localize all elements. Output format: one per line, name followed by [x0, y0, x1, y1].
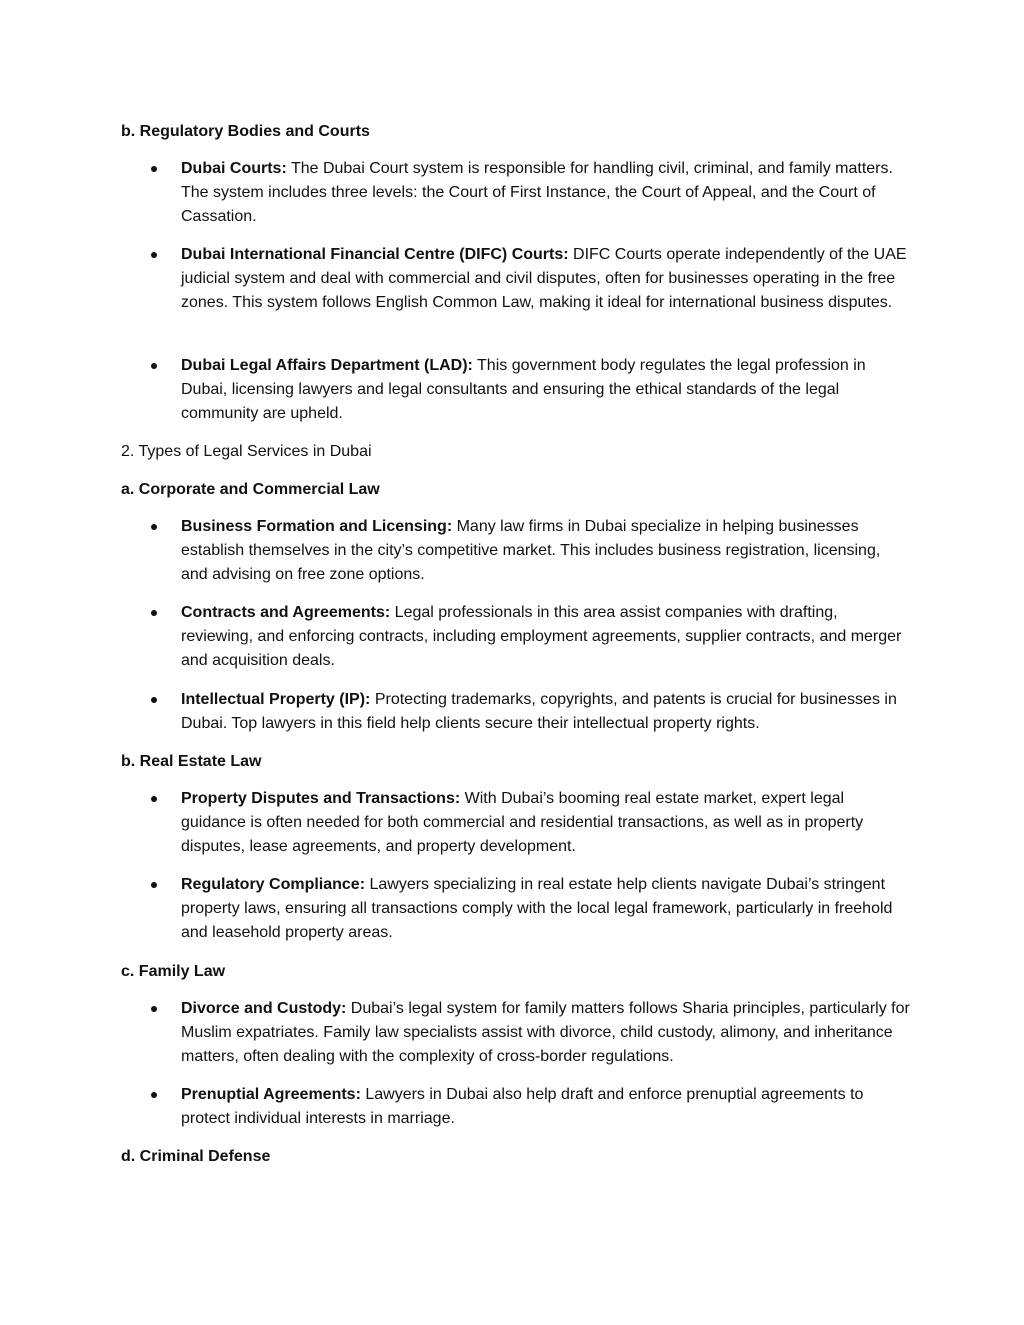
- section-title-types-of-legal-services: 2. Types of Legal Services in Dubai: [121, 443, 372, 460]
- bullet-icon: [151, 697, 157, 703]
- list-item-body: [181, 1083, 911, 1131]
- list-item-label: Divorce and Custody:: [181, 1000, 347, 1017]
- list-item-label: Property Disputes and Transactions:: [181, 790, 461, 807]
- list-item-text: Legal professionals in this area assist companies with drafting, reviewing, and enforcing contracts, including employment agreements, supplier contracts, and merger and acquisition deals.: [181, 604, 902, 669]
- bullet-icon: [151, 252, 157, 258]
- section-heading-real-estate-law: b. Real Estate Law: [121, 753, 262, 770]
- list-item-text: Many law firms in Dubai specialize in helping businesses establish themselves in the city’s competitive market. This includes business registration, licensing, and advising on free zone options.: [181, 518, 881, 583]
- bullet-icon: [151, 610, 157, 616]
- list-item-label: Dubai Courts:: [181, 160, 287, 177]
- list-item-body: [181, 997, 911, 1069]
- bullet-icon: [151, 1006, 157, 1012]
- bullet-icon: [151, 524, 157, 530]
- list-item-label: Intellectual Property (IP):: [181, 691, 371, 708]
- list-item-text: With Dubai’s booming real estate market, expert legal guidance is often needed for both commercial and residential transactions, as well as in property disputes, lease agreements, and property development.: [181, 790, 864, 855]
- list-item-body: [181, 515, 911, 587]
- list-item-text: Lawyers in Dubai also help draft and enforce prenuptial agreements to protect individual interests in marriage.: [181, 1086, 864, 1127]
- section-heading-regulatory-bodies: b. Regulatory Bodies and Courts: [121, 123, 370, 140]
- list-item-text: Protecting trademarks, copyrights, and patents is crucial for businesses in Dubai. Top lawyers in this field help clients secure their intellectual property rights.: [181, 691, 897, 732]
- list-item-body: [181, 688, 911, 736]
- list-item-label: Prenuptial Agreements:: [181, 1086, 361, 1103]
- section-heading-family-law: c. Family Law: [121, 963, 226, 980]
- list-item-text: This government body regulates the legal profession in Dubai, licensing lawyers and legal consultants and ensuring the ethical standards of the legal community are upheld.: [181, 357, 866, 422]
- list-item-body: [181, 157, 911, 229]
- list-item-label: Dubai Legal Affairs Department (LAD):: [181, 357, 473, 374]
- section-heading-criminal-defense: d. Criminal Defense: [121, 1148, 271, 1165]
- section-heading-corporate-law: a. Corporate and Commercial Law: [121, 481, 380, 498]
- list-item-body: [181, 354, 911, 426]
- list-item-label: Business Formation and Licensing:: [181, 518, 453, 535]
- list-item-body: [181, 873, 911, 945]
- list-item-body: [181, 601, 911, 673]
- bullet-icon: [151, 796, 157, 802]
- list-item-text: Dubai’s legal system for family matters follows Sharia principles, particularly for Muslim expatriates. Family law specialists assist with divorce, child custody, alimony, and inheritance matters, often dealing with the complexity of cross-border regulations.: [181, 1000, 910, 1065]
- bullet-icon: [151, 363, 157, 369]
- list-item-label: Dubai International Financial Centre (DIFC) Courts:: [181, 246, 569, 263]
- bullet-icon: [151, 882, 157, 888]
- bullet-icon: [151, 1092, 157, 1098]
- list-item-text: DIFC Courts operate independently of the UAE judicial system and deal with commercial and civil disputes, often for businesses operating in the free zones. This system follows English Common Law, making it ideal for international business disputes.: [181, 246, 907, 311]
- list-item-text: The Dubai Court system is responsible for handling civil, criminal, and family matters. The system includes three levels: the Court of First Instance, the Court of Appeal, and the Court of Cassation.: [181, 160, 893, 225]
- list-item-label: Contracts and Agreements:: [181, 604, 391, 621]
- bullet-icon: [151, 166, 157, 172]
- list-item-label: Regulatory Compliance:: [181, 876, 366, 893]
- list-item-text: Lawyers specializing in real estate help clients navigate Dubai’s stringent property laws, ensuring all transactions comply with the local legal framework, particularly in freehold and leasehold property areas.: [181, 876, 893, 941]
- list-item-body: [181, 243, 911, 315]
- list-item-body: [181, 787, 911, 859]
